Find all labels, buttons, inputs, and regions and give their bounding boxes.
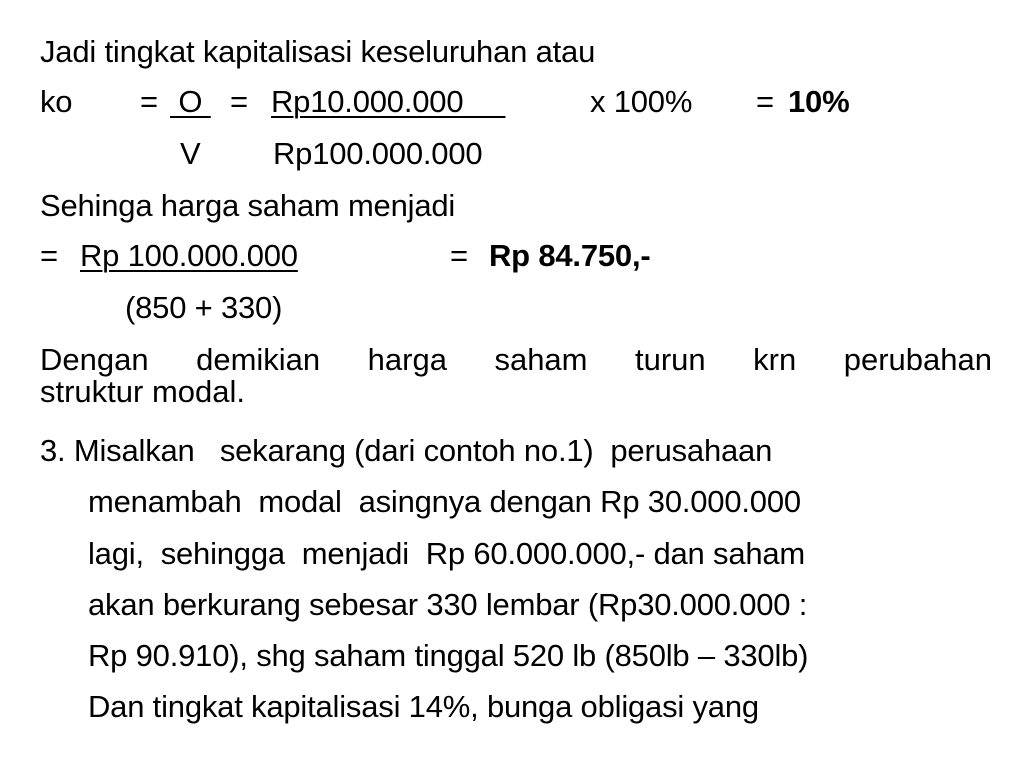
formula-price-equals: =: [40, 238, 58, 273]
word: demikian: [196, 342, 321, 377]
word: saham: [494, 342, 588, 377]
formula-ko-variable: ko: [40, 84, 73, 119]
formula-ko-numerator-symbol: O: [170, 84, 211, 119]
conclusion-paragraph: [40, 342, 992, 410]
word: turun: [635, 342, 706, 377]
word: perubahan: [843, 342, 992, 377]
formula-price-numerator: Rp 100.000.000: [80, 238, 298, 273]
formula-ko-equals-2: =: [230, 84, 248, 119]
item3-line-2: menambah modal asingnya dengan Rp 30.000.000: [88, 484, 801, 519]
conclusion-line-1: [40, 342, 992, 378]
item3-line-1: 3. Misalkan sekarang (dari contoh no.1) perusahaan: [40, 433, 773, 468]
intro-line: Jadi tingkat kapitalisasi keseluruhan atau: [40, 34, 596, 69]
formula-ko-denominator-symbol: V: [180, 136, 201, 171]
formula-price-equals-2: =: [450, 238, 468, 273]
formula-ko-equals: =: [140, 84, 158, 119]
item3-line-4: akan berkurang sebesar 330 lembar (Rp30.000.000 :: [88, 587, 808, 622]
item3-line-3: lagi, sehingga menjadi Rp 60.000.000,- dan saham: [88, 536, 806, 571]
formula-price-result: Rp 84.750,-: [489, 238, 651, 273]
formula-ko-denominator-value: Rp100.000.000: [273, 136, 483, 171]
share-price-line: Sehinga harga saham menjadi: [40, 188, 456, 223]
conclusion-line-2: struktur modal.: [40, 374, 246, 409]
formula-ko-multiplier: x 100%: [590, 84, 693, 119]
formula-ko-result: 10%: [788, 84, 850, 119]
formula-ko-numerator-value: Rp10.000.000: [271, 84, 506, 119]
formula-price-denominator: (850 + 330): [125, 290, 283, 325]
word: krn: [753, 342, 797, 377]
item3-line-6: Dan tingkat kapitalisasi 14%, bunga obligasi yang: [88, 689, 759, 724]
formula-ko-equals-3: =: [756, 84, 774, 119]
word: harga: [367, 342, 447, 377]
item3-line-5: Rp 90.910), shg saham tinggal 520 lb (850lb – 330lb): [88, 638, 809, 673]
word: Dengan: [40, 342, 149, 377]
